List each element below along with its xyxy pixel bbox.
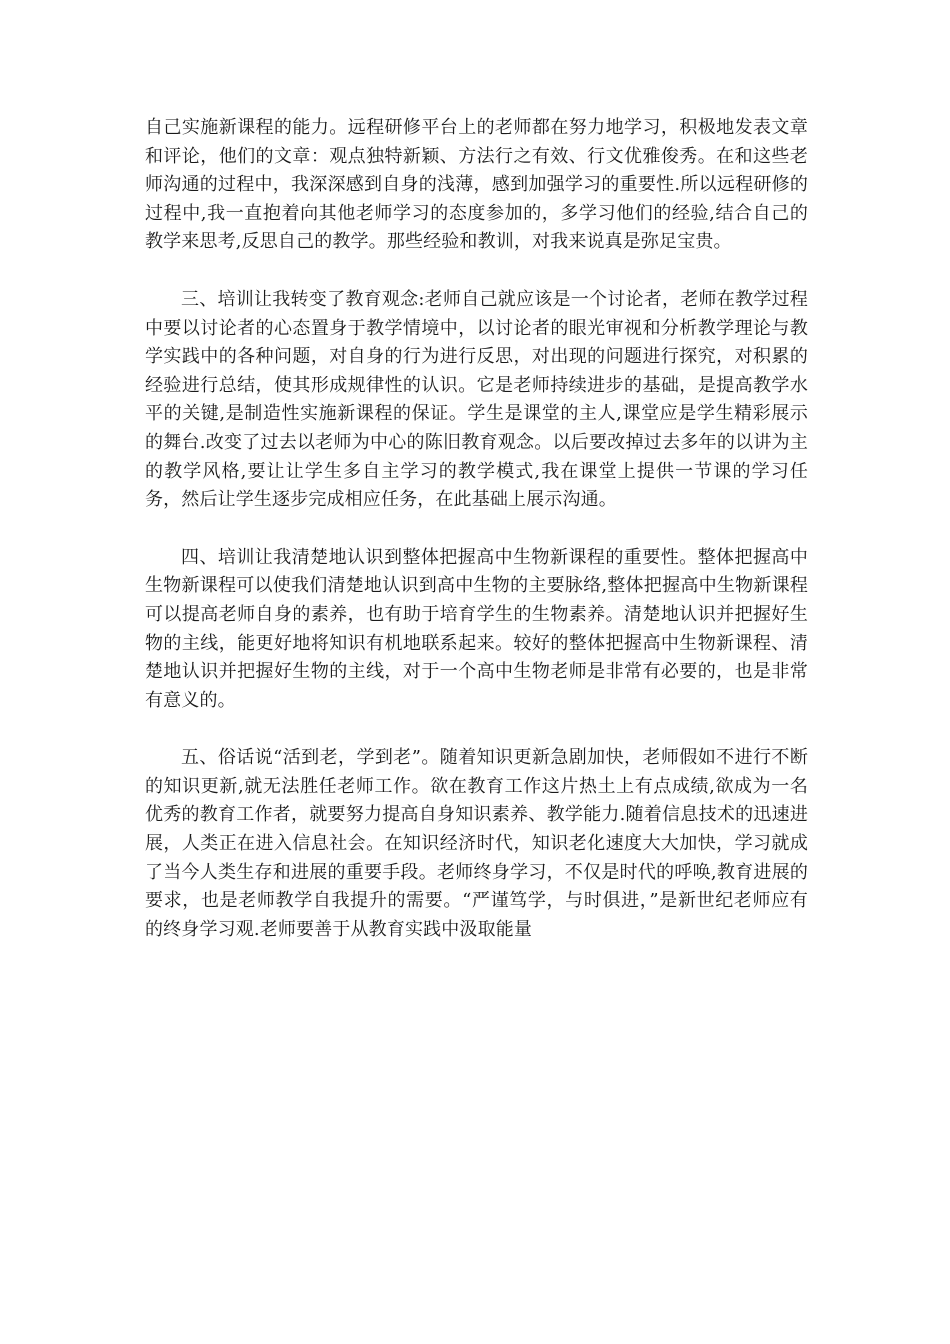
paragraph-1: 自己实施新课程的能力。远程研修平台上的老师都在努力地学习，积极地发表文章和评论，他们的文章：观点独特新颖、方法行之有效、行文优雅俊秀。在和这些老师沟通的过程中，我深深感到自身的浅薄，感到加强学习的重要性.所以远程研修的过程中,我一直抱着向其他老师学习的态度参加的，多学习他们的经验,结合自己的教学来思考,反思自己的教学。那些经验和教训，对我来说真是弥足宝贵。 [145,117,808,253]
paragraph-4: 五、俗话说“活到老，学到老”。随着知识更新急剧加快，老师假如不进行不断的知识更新,就无法胜任老师工作。欲在教育工作这片热土上有点成绩,欲成为一名优秀的教育工作者，就要努力提高自身知识素养、教学能力.随着信息技术的迅速进展，人类正在进入信息社会。在知识经济时代，知识老化速度大大加快，学习就成了当今人类生存和进展的重要手段。老师终身学习，不仅是时代的呼唤,教育进展的要求，也是老师教学自我提升的需要。“严谨笃学，与时俱进，”是新世纪老师应有的终身学习观.老师要善于从教育实践中汲取能量 [145,747,808,940]
paragraph-2: 三、培训让我转变了教育观念:老师自己就应该是一个讨论者，老师在教学过程中要以讨论者的心态置身于教学情境中，以讨论者的眼光审视和分析教学理论与教学实践中的各种问题，对自身的行为进行反思，对出现的问题进行探究，对积累的经验进行总结，使其形成规律性的认识。它是老师持续进步的基础，是提高教学水平的关键,是制造性实施新课程的保证。学生是课堂的主人,课堂应是学生精彩展示的舞台.改变了过去以老师为中心的陈旧教育观念。以后要改掉过去多年的以讲为主的教学风格,要让让学生多自主学习的教学模式,我在课堂上提供一节课的学习任务，然后让学生逐步完成相应任务，在此基础上展示沟通。 [145,288,808,511]
document-page [145,114,808,973]
paragraph-3: 四、培训让我清楚地认识到整体把握高中生物新课程的重要性。整体把握高中生物新课程可以使我们清楚地认识到高中生物的主要脉络,整体把握高中生物新课程可以提高老师自身的素养，也有助于培育学生的生物素养。清楚地认识并把握好生物的主线，能更好地将知识有机地联系起来。较好的整体把握高中生物新课程、清楚地认识并把握好生物的主线，对于一个高中生物老师是非常有必要的，也是非常有意义的。 [145,546,808,711]
